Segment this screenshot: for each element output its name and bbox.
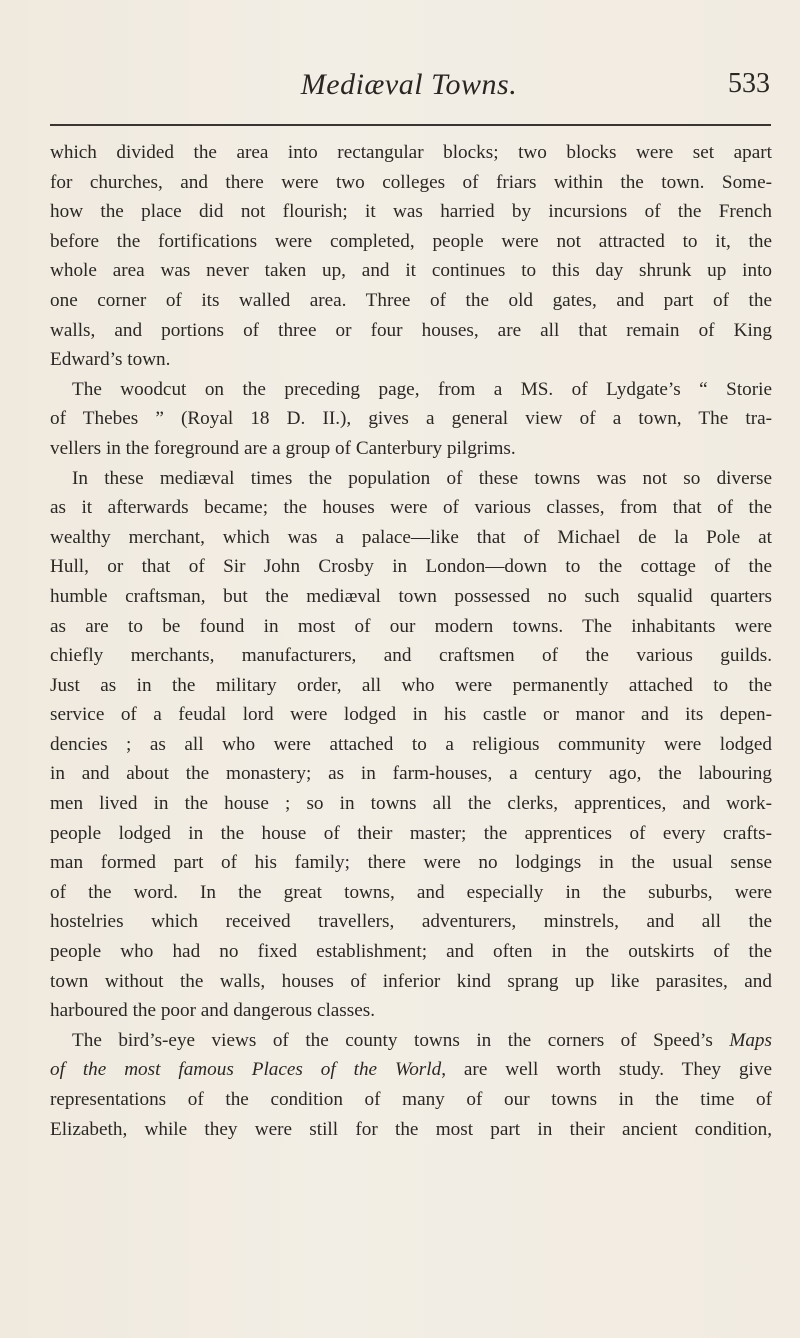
text-line: Hull, or that of Sir John Crosby in London—down to the cottage of the [50, 556, 772, 578]
text-line: whole area was never taken up, and it continues to this day shrunk up into [50, 260, 772, 282]
text-line: hostelries which received travellers, adventurers, minstrels, and all the [50, 911, 772, 933]
text-line: for churches, and there were two colleges of friars within the town. Some- [50, 171, 772, 193]
text-line: as are to be found in most of our modern towns. The inhabitants were [50, 615, 772, 637]
text-line: dencies ; as all who were attached to a religious community were lodged [50, 733, 772, 755]
text-line: of Thebes ” (Royal 18 D. II.), gives a general view of a town, The tra- [50, 408, 772, 430]
text-line: Edward’s town. [50, 349, 171, 371]
text-line [50, 1055, 772, 1085]
text-line: how the place did not flourish; it was harried by incursions of the French [50, 201, 772, 223]
text-line: one corner of its walled area. Three of the old gates, and part of the [50, 289, 772, 311]
text-line: service of a feudal lord were lodged in his castle or manor and its depen- [50, 704, 772, 726]
text-line: town without the walls, houses of inferior kind sprang up like parasites, and [50, 970, 772, 992]
book-title-italic: of the most famous Places of the World [50, 1059, 442, 1081]
text-line: of the word. In the great towns, and especially in the suburbs, were [50, 881, 772, 903]
text-line: Elizabeth, while they were still for the most part in their ancient condition, [50, 1118, 772, 1140]
text-line: walls, and portions of three or four houses, are all that remain of King [50, 319, 772, 341]
text-line: harboured the poor and dangerous classes. [50, 1000, 376, 1022]
running-title: Mediæval Towns. [300, 68, 518, 101]
text-line: The woodcut on the preceding page, from a MS. of Lydgate’s “ Storie [72, 378, 772, 400]
paragraph-2 [50, 375, 772, 464]
text-line [50, 1026, 772, 1056]
text-line: chiefly merchants, manufacturers, and craftsmen of the various guilds. [50, 645, 772, 667]
text-line: man formed part of his family; there were no lodgings in the usual sense [50, 852, 772, 874]
text-line: as it afterwards became; the houses were of various classes, from that of the [50, 497, 772, 519]
text-line: Just as in the military order, all who were permanently attached to the [50, 674, 772, 696]
body-text [50, 138, 772, 1144]
paragraph-4 [50, 1026, 772, 1144]
text-line: humble craftsman, but the mediæval town possessed no such squalid quarters [50, 585, 772, 607]
text-line: people lodged in the house of their master; the apprentices of every crafts- [50, 822, 772, 844]
text-line: which divided the area into rectangular blocks; two blocks were set apart [50, 142, 772, 163]
text-line: in and about the monastery; as in farm-houses, a century ago, the labouring [50, 763, 772, 785]
paragraph-3 [50, 464, 772, 1026]
text-line: representations of the condition of many of our towns in the time of [50, 1089, 772, 1110]
header-rule [50, 124, 771, 126]
text-run: The bird’s-eye views of the county towns in the corners of Speed’s [72, 1029, 730, 1051]
text-line: vellers in the foreground are a group of Canterbury pilgrims. [50, 437, 516, 459]
text-line: men lived in the house ; so in towns all the clerks, apprentices, and work- [50, 793, 772, 815]
paragraph-1 [50, 138, 772, 375]
text-line: before the fortifications were completed, people were not attracted to it, the [50, 230, 772, 252]
page-number: 533 [728, 68, 770, 99]
text-run: , are well worth study. They give [441, 1059, 772, 1081]
text-line: In these mediæval times the population of these towns was not so diverse [72, 467, 772, 489]
text-line: wealthy merchant, which was a palace—like that of Michael de la Pole at [50, 526, 772, 548]
running-head [48, 68, 770, 112]
text-line: people who had no fixed establishment; and often in the outskirts of the [50, 941, 772, 963]
book-title-italic: Maps [729, 1029, 772, 1051]
